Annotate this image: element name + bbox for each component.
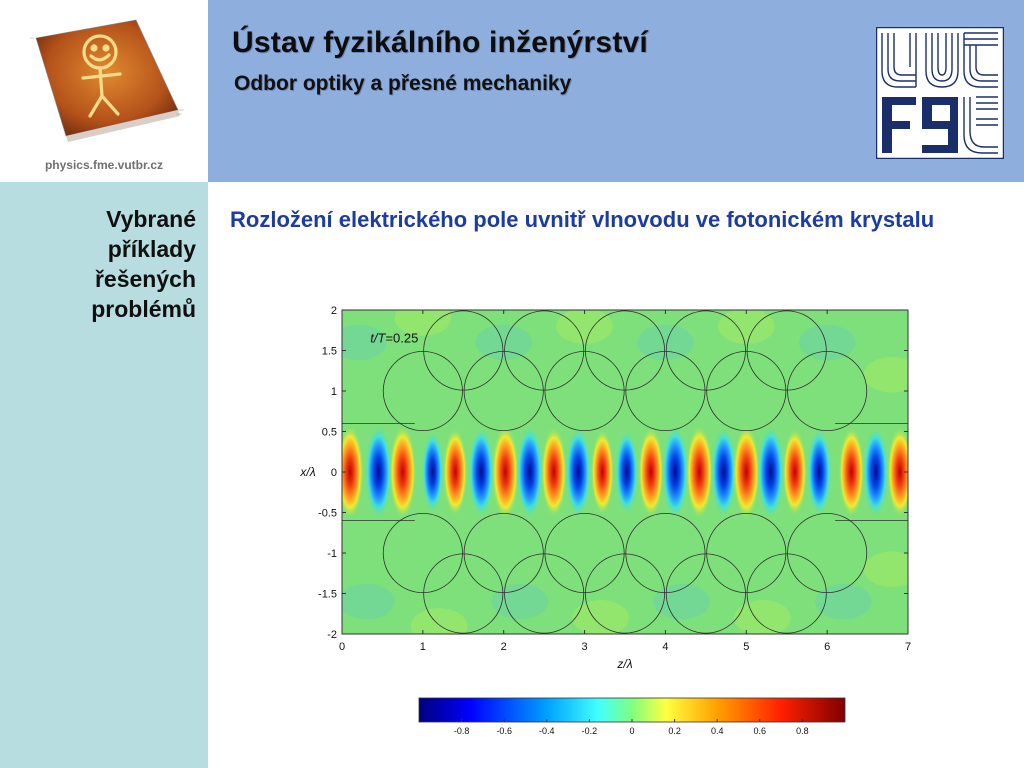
y-tick-label: -2 xyxy=(327,629,337,641)
field-lobe xyxy=(807,428,832,516)
background-texture xyxy=(572,600,629,636)
field-lobe xyxy=(662,425,689,519)
sidebar-title xyxy=(6,204,196,324)
field-lobe xyxy=(492,425,519,519)
field-lobe xyxy=(337,425,364,519)
annotation-value: =0.25 xyxy=(385,330,419,346)
field-lobe xyxy=(686,425,713,519)
field-lobe xyxy=(887,426,913,517)
site-url[interactable]: physics.fme.vutbr.cz xyxy=(44,158,164,172)
field-lobe xyxy=(863,426,889,517)
page-title: Ústav fyzikálního inženýrství xyxy=(232,26,648,59)
y-tick-label: 2 xyxy=(330,305,337,317)
slide-title: Rozložení elektrického pole uvnitř vlnovodu ve fotonickém krystalu xyxy=(230,207,935,232)
smiley-afm-logo xyxy=(28,18,188,148)
x-axis-label: z/λ xyxy=(617,657,633,671)
field-lobe xyxy=(443,428,468,516)
field-lobe xyxy=(615,429,638,515)
sidebar-line: Vybrané xyxy=(106,206,196,232)
field-heatmap-chart xyxy=(290,298,930,748)
colorbar-tick-label: 0.6 xyxy=(753,726,767,736)
background-texture xyxy=(864,357,921,393)
sidebar xyxy=(0,182,208,768)
background-texture xyxy=(411,608,468,644)
colorbar-tick-label: 0 xyxy=(629,726,635,736)
sidebar-line: řešených xyxy=(94,266,196,292)
background-texture xyxy=(864,551,921,587)
x-tick-label: 3 xyxy=(581,641,588,653)
field-lobe xyxy=(838,426,864,517)
y-tick-label: 0 xyxy=(330,467,337,479)
x-tick-label: 2 xyxy=(500,641,507,653)
y-axis-label: x/λ xyxy=(300,465,316,479)
field-lobe xyxy=(365,425,392,519)
field-lobe xyxy=(468,426,494,517)
y-tick-label: -1 xyxy=(327,548,337,560)
field-lobe xyxy=(757,425,784,519)
sidebar-line: příklady xyxy=(107,236,196,262)
x-tick-label: 0 xyxy=(338,641,346,653)
fsi-logo xyxy=(876,27,1004,159)
field-lobe xyxy=(541,426,567,517)
colorbar-tick-label: -0.6 xyxy=(496,726,512,736)
sidebar-line: problémů xyxy=(91,296,196,322)
field-lobe xyxy=(591,429,614,515)
background-texture xyxy=(637,325,694,361)
y-tick-label: 1 xyxy=(330,386,337,398)
y-tick-label: -1.5 xyxy=(318,588,337,601)
colorbar-tick-label: 0.2 xyxy=(668,726,681,736)
page-subtitle: Odbor optiky a přesné mechaniky xyxy=(234,72,572,95)
field-lobe xyxy=(516,425,543,519)
field-lobe xyxy=(733,425,760,519)
header-logo-panel xyxy=(0,0,208,182)
time-annotation xyxy=(370,330,418,345)
background-texture xyxy=(734,600,791,636)
colorbar-tick-label: -0.2 xyxy=(581,726,598,736)
colorbar xyxy=(419,698,845,722)
x-tick-label: 5 xyxy=(743,641,750,653)
colorbar-tick-label: 0.4 xyxy=(710,726,724,736)
background-texture xyxy=(338,584,395,620)
field-lobe xyxy=(565,426,591,517)
colorbar-tick-label: -0.8 xyxy=(453,726,470,736)
x-tick-label: 4 xyxy=(662,641,669,653)
y-tick-label: 0.5 xyxy=(321,426,337,439)
y-tick-label: 1.5 xyxy=(321,345,337,358)
background-texture xyxy=(475,325,532,361)
field-lobe xyxy=(422,431,444,514)
colorbar-tick-label: -0.4 xyxy=(539,726,555,736)
field-lobe xyxy=(389,425,416,519)
y-tick-label: -0.5 xyxy=(318,507,337,520)
field-lobe xyxy=(783,428,808,516)
plot-area xyxy=(330,300,920,643)
background-texture xyxy=(799,325,856,361)
x-tick-label: 7 xyxy=(904,641,912,653)
x-tick-label: 6 xyxy=(824,641,831,653)
colorbar-tick-label: 0.8 xyxy=(796,726,809,736)
field-lobe xyxy=(638,426,664,517)
annotation-label: t/T xyxy=(370,330,386,346)
x-tick-label: 1 xyxy=(419,641,426,653)
